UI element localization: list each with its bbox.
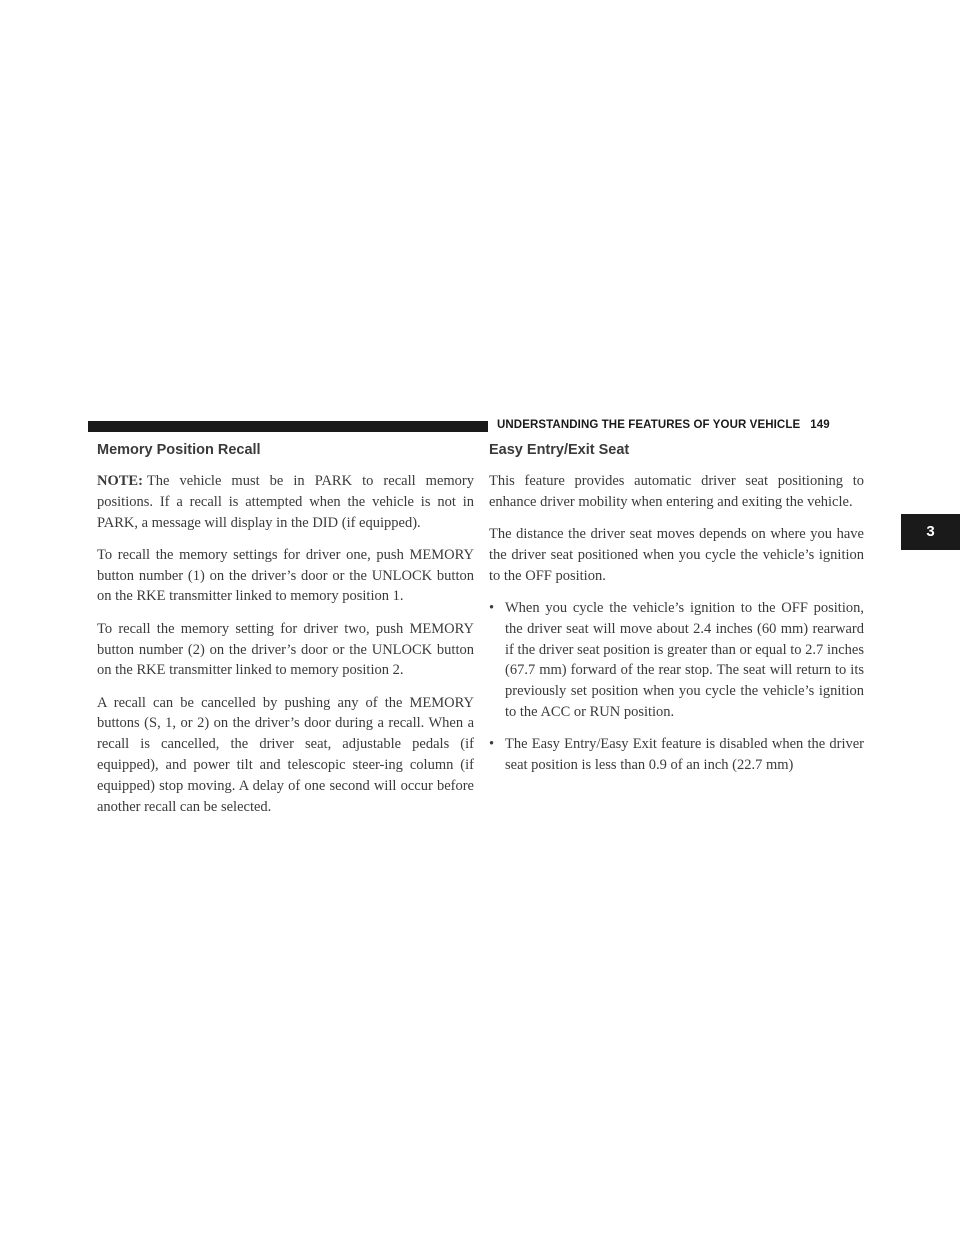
chapter-tab: 3 (901, 514, 960, 550)
bullet-icon: • (489, 599, 495, 616)
list-item (489, 598, 864, 723)
list-item-text: The Easy Entry/Easy Exit feature is disabled when the driver seat position is less than 0.9 of an inch (22.7 mm) (505, 736, 864, 774)
body-paragraph: This feature provides automatic driver seat positioning to enhance driver mobility when entering and exiting the vehicle. (489, 473, 864, 510)
list-item-text: When you cycle the vehicle’s ignition to the OFF position, the driver seat will move about 2.4 inches (60 mm) rearward if the driver seat position is greater than or equal to 2.7 inches (67.7 mm) forward of the rear stop. The seat will return to its previously set position when you cycle the vehicle’s ignition to the ACC or RUN position. (505, 599, 864, 720)
bullet-icon: • (489, 736, 495, 753)
section-title: UNDERSTANDING THE FEATURES OF YOUR VEHICLE (497, 419, 801, 431)
body-paragraph: To recall the memory settings for driver one, push MEMORY button number (1) on the driver’s door or the UNLOCK button on the RKE transmitter linked to memory position 1. (97, 546, 474, 605)
body-paragraph: To recall the memory setting for driver two, push MEMORY button number (2) on the driver’s door or the UNLOCK button on the RKE transmitter linked to memory position 2. (97, 620, 474, 679)
list-item (489, 734, 864, 776)
left-column (97, 440, 474, 829)
header-rule (88, 421, 488, 432)
section-heading-easy-entry: Easy Entry/Exit Seat (489, 442, 630, 458)
body-paragraph: A recall can be cancelled by pushing any of the MEMORY buttons (S, 1, or 2) on the driver’s door during a recall. When a recall is cancelled, the driver seat, adjustable pedals (if equipped), and power tilt and telescopic steer-ing column (if equipped) stop moving. A delay of one second will occur before another recall can be selected. (97, 694, 474, 815)
note-text: The vehicle must be in PARK to recall memory positions. If a recall is attempted when the vehicle is not in PARK, a message will display in the DID (if equipped). (97, 473, 474, 531)
note-label: NOTE: (97, 473, 143, 489)
note-paragraph (97, 471, 474, 533)
right-column (489, 440, 864, 787)
running-header (497, 419, 867, 431)
page-number: 149 (810, 419, 830, 431)
body-paragraph: The distance the driver seat moves depends on where you have the driver seat positioned when you cycle the vehicle’s ignition to the OFF position. (489, 526, 864, 584)
bullet-list (489, 598, 864, 776)
section-heading-memory-recall: Memory Position Recall (97, 442, 261, 458)
